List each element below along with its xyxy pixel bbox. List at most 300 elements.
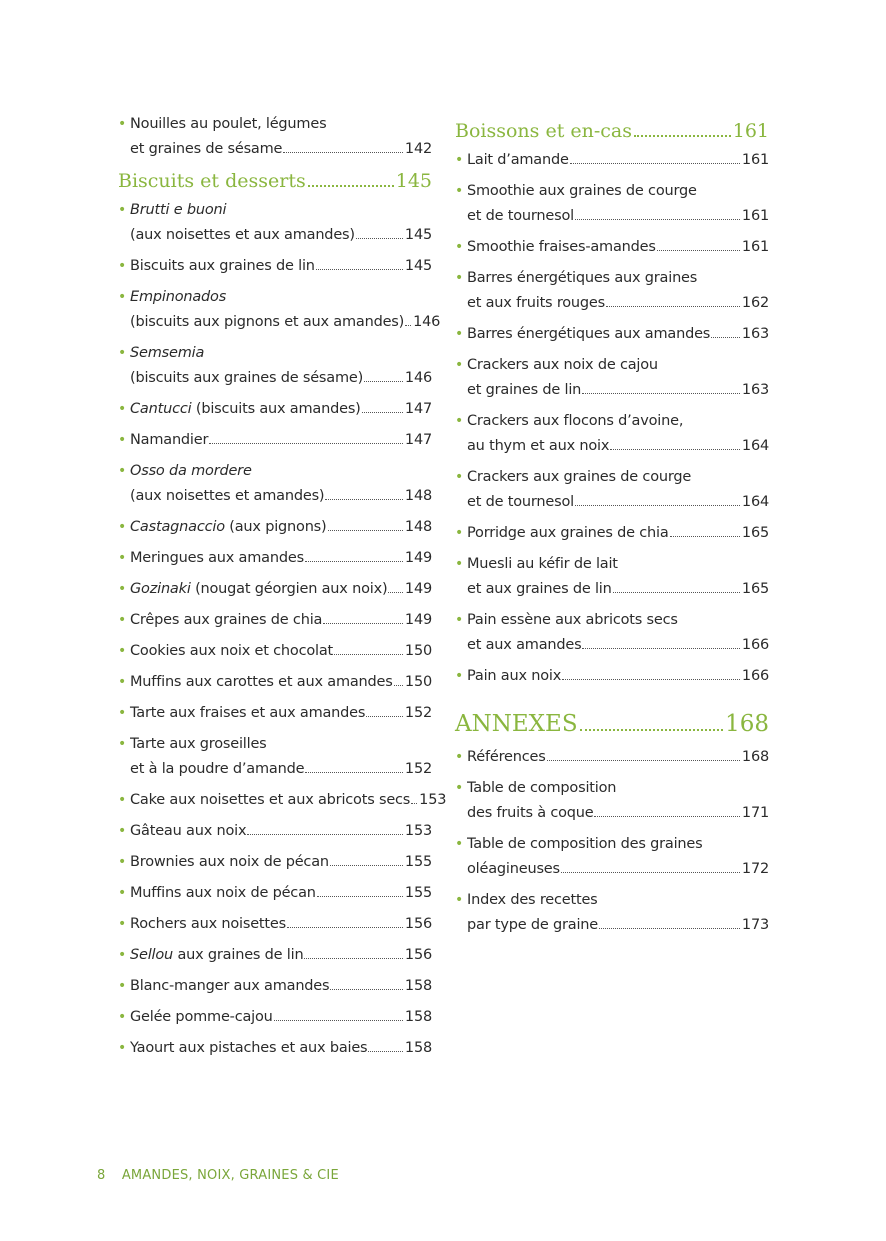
- entry-title-line: Table de composition: [467, 780, 617, 796]
- toc-section-heading[interactable]: [118, 168, 432, 194]
- entry-title: [467, 664, 561, 689]
- bullet-icon: •: [118, 612, 127, 628]
- entry-title: [130, 546, 304, 571]
- entry-title-italic: Gozinaki: [130, 581, 191, 597]
- dot-leader: [657, 250, 740, 251]
- entry-leader-line: [467, 322, 769, 347]
- toc-section-heading[interactable]: [455, 118, 769, 144]
- toc-entry[interactable]: [118, 285, 441, 335]
- dot-leader: [610, 449, 740, 450]
- entry-page-number: 150: [404, 674, 432, 690]
- entry-leader-line: [130, 546, 432, 571]
- entry-title: [467, 235, 656, 260]
- entry-title-text: et graines de sésame: [130, 141, 283, 157]
- entry-title-text: et aux fruits rouges: [467, 295, 605, 311]
- bullet-icon: •: [455, 357, 464, 373]
- dot-leader: [670, 536, 740, 537]
- entry-page-number: 165: [741, 581, 769, 597]
- entry-title: [467, 322, 710, 347]
- entry-page-number: 150: [404, 643, 432, 659]
- entry-leader-line: [130, 850, 432, 875]
- toc-entry[interactable]: [118, 850, 432, 875]
- dot-leader: [561, 872, 740, 873]
- entry-page-number: 163: [741, 326, 769, 342]
- entry-leader-line: [130, 366, 432, 391]
- entry-page-number: 173: [741, 917, 769, 933]
- toc-entry[interactable]: [118, 701, 432, 726]
- entry-leader-line: [467, 745, 769, 770]
- section-title: Biscuits et desserts: [118, 170, 306, 192]
- entry-title-text: Tarte aux fraises et aux amandes: [130, 705, 366, 721]
- dot-leader: [305, 772, 403, 773]
- entry-title-text: et aux graines de lin: [467, 581, 612, 597]
- entry-page-number: 156: [404, 947, 432, 963]
- toc-entry[interactable]: [118, 1036, 432, 1061]
- bullet-icon: •: [118, 705, 127, 721]
- entry-page-number: 148: [404, 488, 432, 504]
- entry-title-text: Lait d’amande: [467, 152, 569, 168]
- toc-entry[interactable]: [118, 732, 432, 782]
- entry-title: [467, 913, 598, 938]
- entry-leader-line: [130, 310, 441, 335]
- entry-title: [467, 857, 560, 882]
- dot-leader: [287, 927, 403, 928]
- entry-title: [130, 515, 327, 540]
- toc-entry[interactable]: [118, 198, 432, 248]
- entry-title: [467, 801, 593, 826]
- bullet-icon: •: [118, 550, 127, 566]
- toc-entry[interactable]: [455, 148, 769, 173]
- entry-title-text: Crêpes aux graines de chia: [130, 612, 323, 628]
- entry-page-number: 158: [404, 1040, 432, 1056]
- toc-entry[interactable]: [455, 521, 769, 546]
- bullet-icon: •: [455, 183, 464, 199]
- dot-leader: [582, 648, 739, 649]
- entry-title-text: au thym et aux noix: [467, 438, 610, 454]
- bullet-icon: •: [118, 581, 127, 597]
- entry-leader-line: [467, 664, 769, 689]
- toc-entry[interactable]: [455, 745, 769, 770]
- entry-title: [130, 670, 393, 695]
- entry-title: [130, 1005, 273, 1030]
- entry-title-text: aux graines de lin: [173, 947, 304, 963]
- dot-leader: [711, 337, 740, 338]
- bullet-icon: •: [118, 463, 127, 479]
- dot-leader: [356, 238, 403, 239]
- entry-title: [467, 434, 609, 459]
- toc-entry[interactable]: [455, 832, 769, 882]
- toc-entry[interactable]: [455, 266, 769, 316]
- entry-title-text: Pain aux noix: [467, 668, 562, 684]
- dot-leader: [317, 896, 403, 897]
- entry-leader-line: [467, 857, 769, 882]
- entry-title: [130, 608, 322, 633]
- entry-title: [130, 639, 333, 664]
- entry-title: [130, 428, 208, 453]
- entry-title: [130, 912, 286, 937]
- entry-leader-line: [467, 378, 769, 403]
- entry-title: [467, 490, 574, 515]
- entry-leader-line: [467, 490, 769, 515]
- entry-leader-line: [130, 757, 432, 782]
- toc-entry[interactable]: [455, 235, 769, 260]
- entry-leader-line: [130, 223, 432, 248]
- entry-leader-line: [130, 428, 432, 453]
- bullet-icon: •: [455, 525, 464, 541]
- entry-title-text: Gelée pomme-cajou: [130, 1009, 273, 1025]
- entry-leader-line: [130, 912, 432, 937]
- dot-leader: [547, 760, 740, 761]
- dot-leader: [570, 163, 740, 164]
- bullet-icon: •: [455, 469, 464, 485]
- entry-title-text: (biscuits aux pignons et aux amandes): [130, 314, 405, 330]
- entry-title: [130, 254, 315, 279]
- entry-page-number: 158: [404, 978, 432, 994]
- toc-entry[interactable]: [118, 912, 432, 937]
- entry-leader-line: [130, 974, 432, 999]
- entry-title-line: Osso da mordere: [130, 463, 252, 479]
- entry-title-line: Index des recettes: [467, 892, 598, 908]
- section-title: ANNEXES: [455, 711, 578, 737]
- entry-title: [467, 204, 574, 229]
- toc-entry[interactable]: [455, 552, 769, 602]
- entry-page-number: 162: [741, 295, 769, 311]
- bullet-icon: •: [455, 612, 464, 628]
- entry-title: [130, 137, 282, 162]
- entry-title-text: Gâteau aux noix: [130, 823, 247, 839]
- dot-leader: [330, 989, 403, 990]
- entry-leader-line: [467, 235, 769, 260]
- dot-leader: [247, 834, 403, 835]
- dot-leader: [599, 928, 740, 929]
- entry-leader-line: [130, 484, 432, 509]
- toc-entry[interactable]: [455, 664, 769, 689]
- entry-title: [130, 701, 365, 726]
- entry-title-text: et de tournesol: [467, 494, 574, 510]
- entry-title-text: Porridge aux graines de chia: [467, 525, 669, 541]
- toc-entry[interactable]: [455, 179, 769, 229]
- toc-entry[interactable]: [455, 776, 769, 826]
- dot-leader: [325, 499, 403, 500]
- bullet-icon: •: [118, 674, 127, 690]
- entry-leader-line: [130, 397, 432, 422]
- entry-page-number: 148: [404, 519, 432, 535]
- entry-title-line: Tarte aux groseilles: [130, 736, 267, 752]
- dot-leader: [366, 716, 403, 717]
- entry-title-text: (aux noisettes et aux amandes): [130, 227, 355, 243]
- entry-title-text: et aux amandes: [467, 637, 582, 653]
- entry-title-line: Semsemia: [130, 345, 205, 361]
- entry-title-text: Blanc-manger aux amandes: [130, 978, 330, 994]
- entry-title: [130, 850, 329, 875]
- dot-leader: [209, 443, 403, 444]
- entry-title: [130, 577, 387, 602]
- bullet-icon: •: [118, 345, 127, 361]
- entry-leader-line: [130, 254, 432, 279]
- bullet-icon: •: [118, 432, 127, 448]
- entry-page-number: 149: [404, 612, 432, 628]
- bullet-icon: •: [455, 749, 464, 765]
- dot-leader: [575, 219, 740, 220]
- entry-title-text: et de tournesol: [467, 208, 574, 224]
- toc-entry[interactable]: [455, 322, 769, 347]
- entry-leader-line: [467, 801, 769, 826]
- entry-title: [467, 291, 605, 316]
- entry-page-number: 164: [741, 494, 769, 510]
- entry-title-text: (aux noisettes et amandes): [130, 488, 325, 504]
- toc-entry[interactable]: [118, 577, 432, 602]
- entry-leader-line: [467, 913, 769, 938]
- toc-entry[interactable]: [455, 888, 769, 938]
- entry-page-number: 165: [741, 525, 769, 541]
- dot-leader: [580, 729, 724, 731]
- entry-title: [130, 757, 304, 782]
- bullet-icon: •: [455, 152, 464, 168]
- entry-leader-line: [467, 633, 769, 658]
- entry-title-text: (aux pignons): [224, 519, 327, 535]
- entry-title: [130, 819, 246, 844]
- entry-title-text: et graines de lin: [467, 382, 582, 398]
- entry-leader-line: [130, 1036, 432, 1061]
- entry-title-text: Smoothie fraises-amandes: [467, 239, 656, 255]
- bullet-icon: •: [455, 413, 464, 429]
- entry-title-text: Namandier: [130, 432, 209, 448]
- toc-entry[interactable]: [118, 397, 432, 422]
- bullet-icon: •: [118, 1040, 127, 1056]
- bullet-icon: •: [455, 836, 464, 852]
- toc-entry[interactable]: [118, 974, 432, 999]
- entry-page-number: 146: [404, 370, 432, 386]
- entry-title-line: Nouilles au poulet, légumes: [130, 116, 327, 132]
- entry-title: [467, 577, 612, 602]
- toc-entry[interactable]: [455, 608, 769, 658]
- entry-title-line: Table de composition des graines: [467, 836, 703, 852]
- entry-title-text: Références: [467, 749, 546, 765]
- bullet-icon: •: [118, 116, 127, 132]
- bullet-icon: •: [118, 258, 127, 274]
- entry-title-text: oléagineuses: [467, 861, 560, 877]
- entry-leader-line: [130, 943, 432, 968]
- entry-title: [467, 521, 669, 546]
- entry-title-text: Cake aux noisettes et aux abricots secs: [130, 792, 411, 808]
- entry-title: [130, 943, 303, 968]
- bullet-icon: •: [118, 1009, 127, 1025]
- dot-leader: [582, 393, 740, 394]
- entry-title: [130, 397, 361, 422]
- dot-leader: [405, 325, 411, 326]
- dot-leader: [394, 685, 403, 686]
- entry-title-line: Brutti e buoni: [130, 202, 227, 218]
- toc-entry[interactable]: [118, 670, 432, 695]
- dot-leader: [411, 803, 417, 804]
- toc-entry[interactable]: [118, 943, 432, 968]
- toc-entry[interactable]: [118, 428, 432, 453]
- toc-entry[interactable]: [118, 639, 432, 664]
- bullet-icon: •: [118, 978, 127, 994]
- bullet-icon: •: [118, 823, 127, 839]
- bullet-icon: •: [118, 643, 127, 659]
- entry-title: [467, 633, 581, 658]
- section-title: Boissons et en-cas: [455, 120, 632, 142]
- entry-page-number: 155: [404, 854, 432, 870]
- bullet-icon: •: [118, 202, 127, 218]
- entry-title-text: et à la poudre d’amande: [130, 761, 305, 777]
- entry-leader-line: [467, 291, 769, 316]
- entry-title-text: Meringues aux amandes: [130, 550, 304, 566]
- entry-title: [130, 788, 410, 813]
- bullet-icon: •: [455, 326, 464, 342]
- entry-leader-line: [130, 515, 432, 540]
- entry-title-italic: Cantucci: [130, 401, 192, 417]
- entry-page-number: 166: [741, 668, 769, 684]
- bullet-icon: •: [455, 556, 464, 572]
- entry-title: [130, 974, 329, 999]
- entry-title-text: Yaourt aux pistaches et aux baies: [130, 1040, 368, 1056]
- entry-title: [467, 378, 581, 403]
- entry-page-number: 149: [404, 550, 432, 566]
- bullet-icon: •: [118, 519, 127, 535]
- bullet-icon: •: [455, 270, 464, 286]
- entry-title-text: Muffins aux carottes et aux amandes: [130, 674, 393, 690]
- entry-title: [467, 745, 546, 770]
- entry-title-text: (nougat géorgien aux noix): [190, 581, 388, 597]
- entry-leader-line: [467, 577, 769, 602]
- entry-title-text: Brownies aux noix de pécan: [130, 854, 329, 870]
- toc-entry[interactable]: [118, 788, 447, 813]
- entry-page-number: 153: [419, 792, 447, 808]
- entry-leader-line: [467, 434, 769, 459]
- entry-leader-line: [130, 577, 432, 602]
- toc-entry[interactable]: [455, 353, 769, 403]
- bullet-icon: •: [118, 947, 127, 963]
- bullet-icon: •: [118, 792, 127, 808]
- entry-title-text: Barres énergétiques aux amandes: [467, 326, 711, 342]
- entry-page-number: 161: [741, 239, 769, 255]
- entry-title: [130, 366, 363, 391]
- entry-title: [130, 484, 324, 509]
- dot-leader: [362, 412, 403, 413]
- toc-entry[interactable]: [118, 1005, 432, 1030]
- dot-leader: [305, 561, 403, 562]
- page-footer: [97, 1168, 339, 1183]
- entry-title: [130, 223, 355, 248]
- entry-page-number: 147: [404, 401, 432, 417]
- toc-column-right: [455, 112, 769, 944]
- entry-title-text: Muffins aux noix de pécan: [130, 885, 316, 901]
- dot-leader: [594, 816, 739, 817]
- toc-entry[interactable]: [118, 112, 432, 162]
- dot-leader: [316, 269, 403, 270]
- entry-title-text: Biscuits aux graines de lin: [130, 258, 315, 274]
- entry-page-number: 146: [413, 314, 441, 330]
- entry-title-line: Crackers aux graines de courge: [467, 469, 692, 485]
- dot-leader: [575, 505, 740, 506]
- bullet-icon: •: [118, 289, 127, 305]
- toc-entry[interactable]: [118, 254, 432, 279]
- entry-title-text: (biscuits aux amandes): [191, 401, 361, 417]
- section-page-number: 145: [395, 170, 432, 192]
- entry-title-text: par type de graine: [467, 917, 598, 933]
- entry-title-line: Crackers aux noix de cajou: [467, 357, 658, 373]
- entry-title-italic: Sellou: [130, 947, 174, 963]
- entry-page-number: 172: [741, 861, 769, 877]
- entry-leader-line: [130, 137, 432, 162]
- entry-leader-line: [467, 148, 769, 173]
- bullet-icon: •: [118, 736, 127, 752]
- entry-leader-line: [130, 881, 432, 906]
- entry-page-number: 153: [404, 823, 432, 839]
- footer-book-title: AMANDES, NOIX, GRAINES & CIE: [121, 1168, 339, 1183]
- entry-page-number: 168: [741, 749, 769, 765]
- entry-page-number: 152: [404, 761, 432, 777]
- dot-leader: [634, 135, 731, 137]
- toc-entry[interactable]: [455, 465, 769, 515]
- toc-entry[interactable]: [455, 409, 769, 459]
- entry-title-line: Empinonados: [130, 289, 227, 305]
- toc-section-heading[interactable]: [455, 707, 769, 741]
- entry-leader-line: [130, 670, 432, 695]
- bullet-icon: •: [455, 780, 464, 796]
- entry-page-number: 149: [404, 581, 432, 597]
- toc-entry[interactable]: [118, 459, 432, 509]
- entry-title: [467, 148, 569, 173]
- entry-title-line: Pain essène aux abricots secs: [467, 612, 678, 628]
- toc-column-left: [118, 112, 447, 1067]
- entry-leader-line: [467, 521, 769, 546]
- entry-leader-line: [130, 608, 432, 633]
- dot-leader: [364, 381, 403, 382]
- dot-leader: [304, 958, 402, 959]
- bullet-icon: •: [118, 885, 127, 901]
- entry-title-text: (biscuits aux graines de sésame): [130, 370, 364, 386]
- dot-leader: [613, 592, 740, 593]
- toc-entry[interactable]: [118, 608, 432, 633]
- toc-entry[interactable]: [118, 881, 432, 906]
- toc-entry[interactable]: [118, 515, 432, 540]
- entry-leader-line: [130, 1005, 432, 1030]
- entry-title-line: Crackers aux flocons d’avoine,: [467, 413, 684, 429]
- toc-entry[interactable]: [118, 819, 432, 844]
- entry-page-number: 166: [741, 637, 769, 653]
- entry-title: [130, 310, 404, 335]
- dot-leader: [283, 152, 403, 153]
- entry-page-number: 171: [741, 805, 769, 821]
- dot-leader: [330, 865, 403, 866]
- entry-title-line: Barres énergétiques aux graines: [467, 270, 698, 286]
- section-page-number: 161: [732, 120, 769, 142]
- entry-title-text: des fruits à coque: [467, 805, 594, 821]
- entry-page-number: 145: [404, 227, 432, 243]
- section-page-number: 168: [725, 711, 769, 737]
- dot-leader: [274, 1020, 403, 1021]
- entry-leader-line: [130, 639, 432, 664]
- entry-leader-line: [130, 819, 432, 844]
- entry-page-number: 163: [741, 382, 769, 398]
- entry-title-line: Muesli au kéfir de lait: [467, 556, 618, 572]
- entry-page-number: 161: [741, 152, 769, 168]
- entry-title-text: Cookies aux noix et chocolat: [130, 643, 334, 659]
- toc-entry[interactable]: [118, 546, 432, 571]
- dot-leader: [606, 306, 740, 307]
- entry-page-number: 155: [404, 885, 432, 901]
- bullet-icon: •: [455, 892, 464, 908]
- entry-page-number: 145: [404, 258, 432, 274]
- bullet-icon: •: [118, 916, 127, 932]
- bullet-icon: •: [118, 401, 127, 417]
- entry-page-number: 161: [741, 208, 769, 224]
- bullet-icon: •: [118, 854, 127, 870]
- toc-entry[interactable]: [118, 341, 432, 391]
